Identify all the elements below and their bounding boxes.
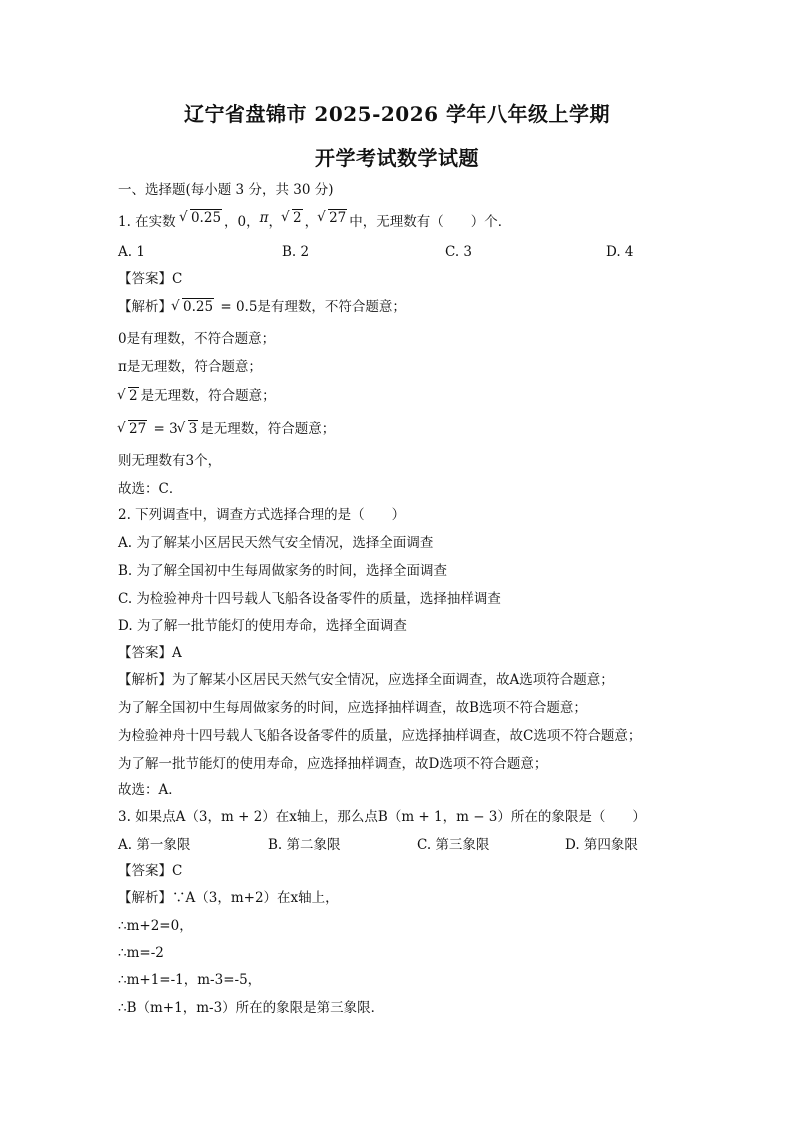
q1-analysis-line-6: 则无理数有3个， bbox=[118, 453, 222, 469]
q1-root-1: 0.25 bbox=[190, 210, 222, 226]
q1-text-2: ， bbox=[268, 214, 282, 230]
sqrt-symbol bbox=[282, 209, 303, 227]
q2-option-d: D. 为了解一批节能灯的使用寿命，选择全面调查 bbox=[118, 618, 407, 634]
q1-text-1: ，0， bbox=[224, 214, 260, 230]
q2-analysis-line-5: 故选：A． bbox=[118, 782, 182, 798]
q1-text-3: ， bbox=[304, 214, 319, 230]
q1-analysis-line-1 bbox=[118, 298, 406, 316]
q1-a1-root: 0.25 bbox=[183, 299, 214, 315]
section-heading: 一、选择题(每小题 3 分，共 30 分) bbox=[118, 182, 334, 198]
q1-option-a: A. 1 bbox=[118, 244, 145, 260]
q1-a4-rest: 是无理数，符合题意； bbox=[140, 388, 276, 404]
q1-a5-mid: = 3 bbox=[149, 421, 178, 437]
sqrt-symbol bbox=[180, 209, 222, 227]
q3-option-d: D. 第四象限 bbox=[565, 837, 638, 853]
q1-option-b: B. 2 bbox=[282, 244, 310, 260]
sqrt-symbol bbox=[318, 209, 347, 227]
q1-root-2: 2 bbox=[293, 210, 302, 226]
sqrt-symbol bbox=[178, 420, 199, 438]
q1-pi: π bbox=[259, 210, 269, 226]
question-1-stem bbox=[118, 210, 512, 231]
q1-prefix: 1. 在实数 bbox=[118, 214, 176, 230]
q1-suffix: 中，无理数有（ ）个． bbox=[349, 214, 512, 230]
q2-analysis-line-4: 为了解一批节能灯的使用寿命，应选择抽样调查，故D选项不符合题意； bbox=[118, 756, 548, 772]
q1-answer: 【答案】C bbox=[118, 271, 183, 287]
q3-option-a: A. 第一象限 bbox=[118, 837, 191, 853]
q2-option-b: B. 为了解全国初中生每周做家务的时间，选择全面调查 bbox=[118, 563, 448, 579]
q1-a5-root-2: 3 bbox=[188, 421, 198, 437]
sqrt-symbol bbox=[172, 298, 214, 316]
sqrt-symbol bbox=[118, 387, 139, 405]
q1-root-3: 27 bbox=[329, 210, 347, 226]
q1-analysis-line-7: 故选：C． bbox=[118, 481, 183, 497]
question-2-stem: 2. 下列调查中，调查方式选择合理的是（ ） bbox=[118, 507, 406, 523]
q3-analysis-line-1: 【解析】∵A（3，m+2）在x轴上， bbox=[118, 890, 339, 906]
q1-a4-root: 2 bbox=[129, 388, 138, 404]
q3-option-b: B. 第二象限 bbox=[268, 837, 341, 853]
q1-analysis-line-2: 0是有理数，不符合题意； bbox=[118, 331, 276, 347]
q3-analysis-line-5: ∴B（m+1，m-3）所在的象限是第三象限． bbox=[118, 1000, 385, 1016]
exam-subtitle: 开学考试数学试题 bbox=[315, 146, 479, 170]
q2-option-a: A. 为了解某小区居民天然气安全情况，选择全面调查 bbox=[118, 535, 434, 551]
q1-a5-root: 27 bbox=[129, 421, 147, 437]
q3-answer: 【答案】C bbox=[118, 863, 183, 879]
q3-option-c: C. 第三象限 bbox=[417, 837, 490, 853]
q1-analysis-line-5 bbox=[118, 420, 335, 438]
analysis-label: 【解析】 bbox=[118, 299, 172, 315]
q3-analysis-line-4: ∴m+1=-1，m-3=-5， bbox=[118, 972, 262, 988]
q2-option-c: C. 为检验神舟十四号载人飞船各设备零件的质量，选择抽样调查 bbox=[118, 591, 501, 607]
q1-analysis-line-3: π是无理数，符合题意； bbox=[118, 359, 262, 375]
q1-option-d: D. 4 bbox=[606, 244, 634, 260]
q3-analysis-line-3: ∴m=-2 bbox=[118, 945, 164, 961]
q1-a5-rest: 是无理数，符合题意； bbox=[200, 421, 336, 437]
q1-analysis-line-4 bbox=[118, 387, 276, 405]
q2-analysis-line-1: 【解析】为了解某小区居民天然气安全情况，应选择全面调查，故A选项符合题意； bbox=[118, 672, 614, 688]
q2-answer: 【答案】A bbox=[118, 645, 182, 661]
q1-a1-rest: = 0.5是有理数，不符合题意； bbox=[216, 299, 406, 315]
question-3-stem: 3. 如果点A（3，m + 2）在x轴上，那么点B（m + 1，m − 3）所在的象限是（ ） bbox=[118, 809, 646, 825]
q1-option-c: C. 3 bbox=[445, 244, 473, 260]
exam-title: 辽宁省盘锦市 2025-2026 学年八年级上学期 bbox=[183, 102, 611, 126]
q2-analysis-line-2: 为了解全国初中生每周做家务的时间，应选择抽样调查，故B选项不符合题意； bbox=[118, 700, 587, 716]
q3-analysis-line-2: ∴m+2=0， bbox=[118, 918, 193, 934]
q2-analysis-line-3: 为检验神舟十四号载人飞船各设备零件的质量，应选择抽样调查，故C选项不符合题意； bbox=[118, 728, 642, 744]
sqrt-symbol bbox=[118, 420, 147, 438]
